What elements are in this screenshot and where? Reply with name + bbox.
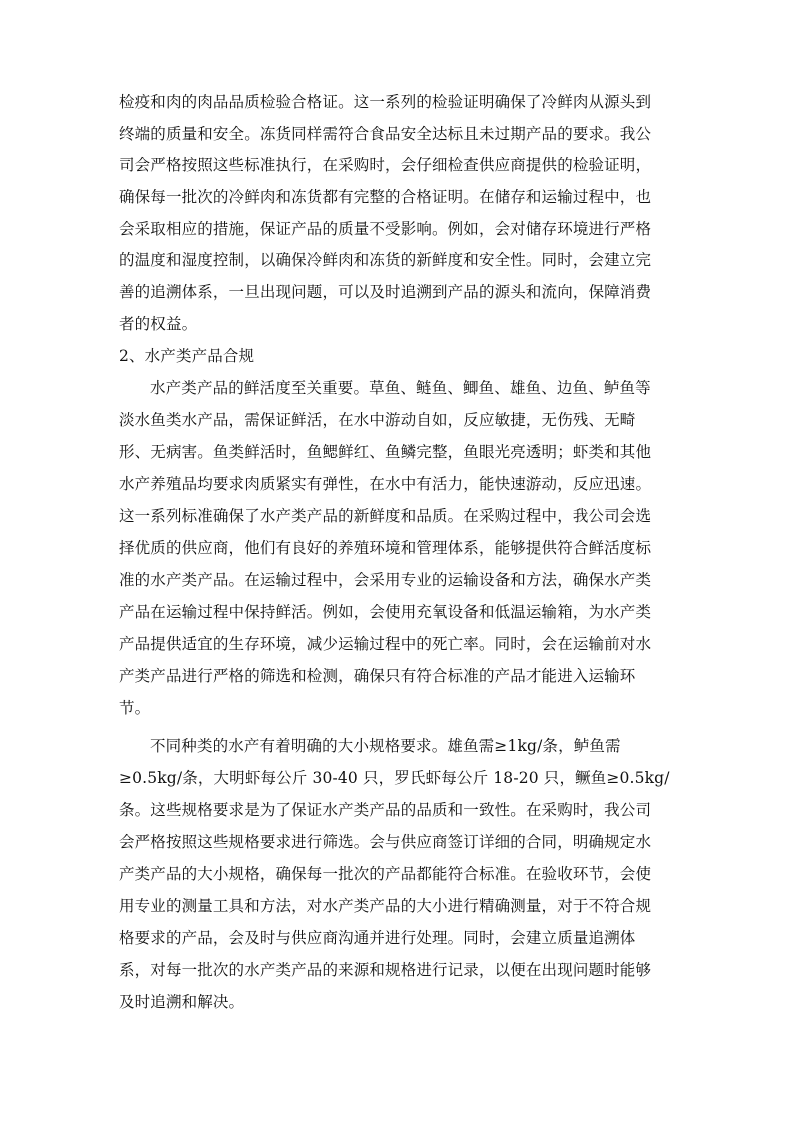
text-line: 确保每一批次的冷鲜肉和冻货都有完整的合格证明。在储存和运输过程中，也 <box>119 188 652 206</box>
text-line: 形、无病害。鱼类鲜活时，鱼鳃鲜红、鱼鳞完整，鱼眼光亮透明；虾类和其他 <box>119 443 652 461</box>
text-line: 择优质的供应商，他们有良好的养殖环境和管理体系，能够提供符合鲜活度标 <box>119 539 652 557</box>
text-line: 准的水产类产品。在运输过程中，会采用专业的运输设备和方法，确保水产类 <box>119 571 652 589</box>
section-heading: 2、水产类产品合规 <box>119 347 255 365</box>
text-line: ≥0.5kg/条，大明虾每公斤 30-40 只，罗氏虾每公斤 18-20 只，鳜鱼≥0.5kg/ <box>119 769 670 787</box>
text-line: 不同种类的水产有着明确的大小规格要求。雄鱼需≥1kg/条，鲈鱼需 <box>150 737 621 755</box>
text-line: 水产类产品的鲜活度至关重要。草鱼、鲢鱼、鲫鱼、雄鱼、边鱼、鲈鱼等 <box>150 379 651 397</box>
text-line: 及时追溯和解决。 <box>119 993 245 1011</box>
text-line: 会严格按照这些规格要求进行筛选。会与供应商签订详细的合同，明确规定水 <box>119 833 652 851</box>
text-line: 节。 <box>119 699 151 717</box>
text-line: 淡水鱼类水产品，需保证鲜活，在水中游动自如，反应敏捷，无伤残、无畸 <box>119 411 636 429</box>
text-line: 终端的质量和安全。冻货同样需符合食品安全达标且未过期产品的要求。我公 <box>119 125 652 143</box>
text-line: 格要求的产品，会及时与供应商沟通并进行处理。同时，会建立质量追溯体 <box>119 929 636 947</box>
text-line: 产类产品进行严格的筛选和检测，确保只有符合标准的产品才能进入运输环 <box>119 667 636 685</box>
text-line: 产类产品的大小规格，确保每一批次的产品都能符合标准。在验收环节，会使 <box>119 865 652 883</box>
text-line: 产品提供适宜的生存环境，减少运输过程中的死亡率。同时，会在运输前对水 <box>119 635 652 653</box>
text-line: 者的权益。 <box>119 315 198 333</box>
text-line: 水产养殖品均要求肉质紧实有弹性，在水中有活力，能快速游动，反应迅速。 <box>119 475 652 493</box>
text-line: 检疫和肉的肉品品质检验合格证。这一系列的检验证明确保了冷鲜肉从源头到 <box>119 93 652 111</box>
text-line: 系，对每一批次的水产类产品的来源和规格进行记录，以便在出现问题时能够 <box>119 961 652 979</box>
text-line: 司会严格按照这些标准执行，在采购时，会仔细检查供应商提供的检验证明， <box>119 156 652 174</box>
text-line: 条。这些规格要求是为了保证水产类产品的品质和一致性。在采购时，我公司 <box>119 801 652 819</box>
text-line: 的温度和湿度控制，以确保冷鲜肉和冻货的新鲜度和安全性。同时，会建立完 <box>119 251 652 269</box>
text-line: 产品在运输过程中保持鲜活。例如，会使用充氧设备和低温运输箱，为水产类 <box>119 603 652 621</box>
text-line: 这一系列标准确保了水产类产品的新鲜度和品质。在采购过程中，我公司会选 <box>119 507 652 525</box>
text-line: 用专业的测量工具和方法，对水产类产品的大小进行精确测量，对于不符合规 <box>119 897 652 915</box>
text-line: 善的追溯体系，一旦出现问题，可以及时追溯到产品的源头和流向，保障消费 <box>119 283 652 301</box>
text-line: 会采取相应的措施，保证产品的质量不受影响。例如，会对储存环境进行严格 <box>119 220 652 238</box>
